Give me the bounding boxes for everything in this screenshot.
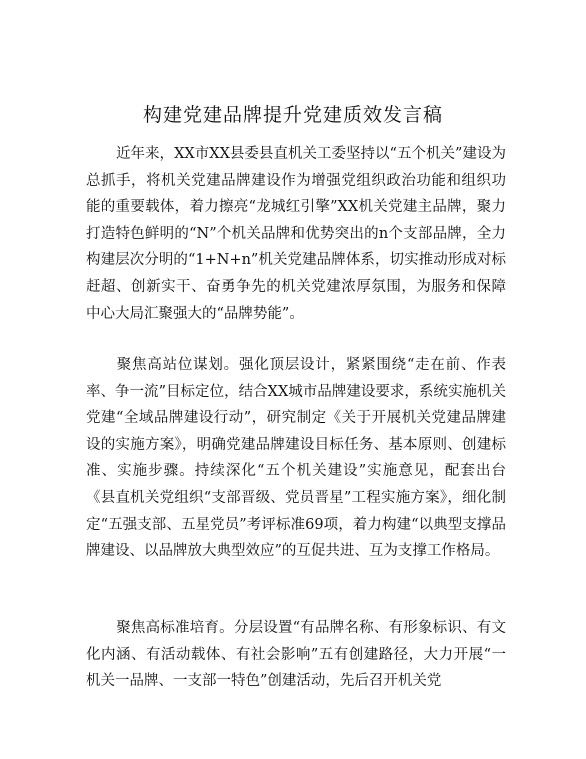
paragraph-2-text: 聚焦高站位谋划。强化顶层设计，紧紧围绕“走在前、作表率、争一流”目标定位，结合XX城市品牌建设要求，系统实施机关党建“全域品牌建设行动”，研究制定《关于开展机关党建品牌建设的实施方案》，明确党建品牌建设目标任务、基本原则、创建标准、实施步骤。持续深化“五个机关建设”实施意见，配套出台《县直机关党组织“支部晋级、党员晋星”工程实施方案》，细化制定“五强支部、五星党员”考评标准69项，着力构建“以典型支撑品牌建设、以品牌放大典型效应”的互促共进、互为支撑工作格局。 [86,357,506,560]
document-title: 构建党建品牌提升党建质效发言稿 [142,104,443,126]
paragraph-3-text: 聚焦高标准培育。分层设置“有品牌名称、有形象标识、有文化内涵、有活动载体、有社会影响”五有创建路径，大力开展“一机关一品牌、一支部一特色”创建活动，先后召开机关党 [86,620,506,690]
paragraph-3 [86,615,506,695]
paragraph-1-text: 近年来，XX市XX县委县直机关工委坚持以“五个机关”建设为总抓手，将机关党建品牌建设作为增强党组织政治功能和组织功能的重要载体，着力擦亮“龙城红引擎”XX机关党建主品牌，聚力打造特色鲜明的“N”个机关品牌和优势突出的n个支部品牌，全力构建层次分明的“1+N+n”机关党建品牌体系，切实推动形成对标赶超、创新实干、奋勇争先的机关党建浓厚氛围，为服务和保障中心大局汇聚强大的“品牌势能”。 [86,146,506,322]
paragraph-1 [86,141,506,327]
paragraph-2 [86,352,506,565]
